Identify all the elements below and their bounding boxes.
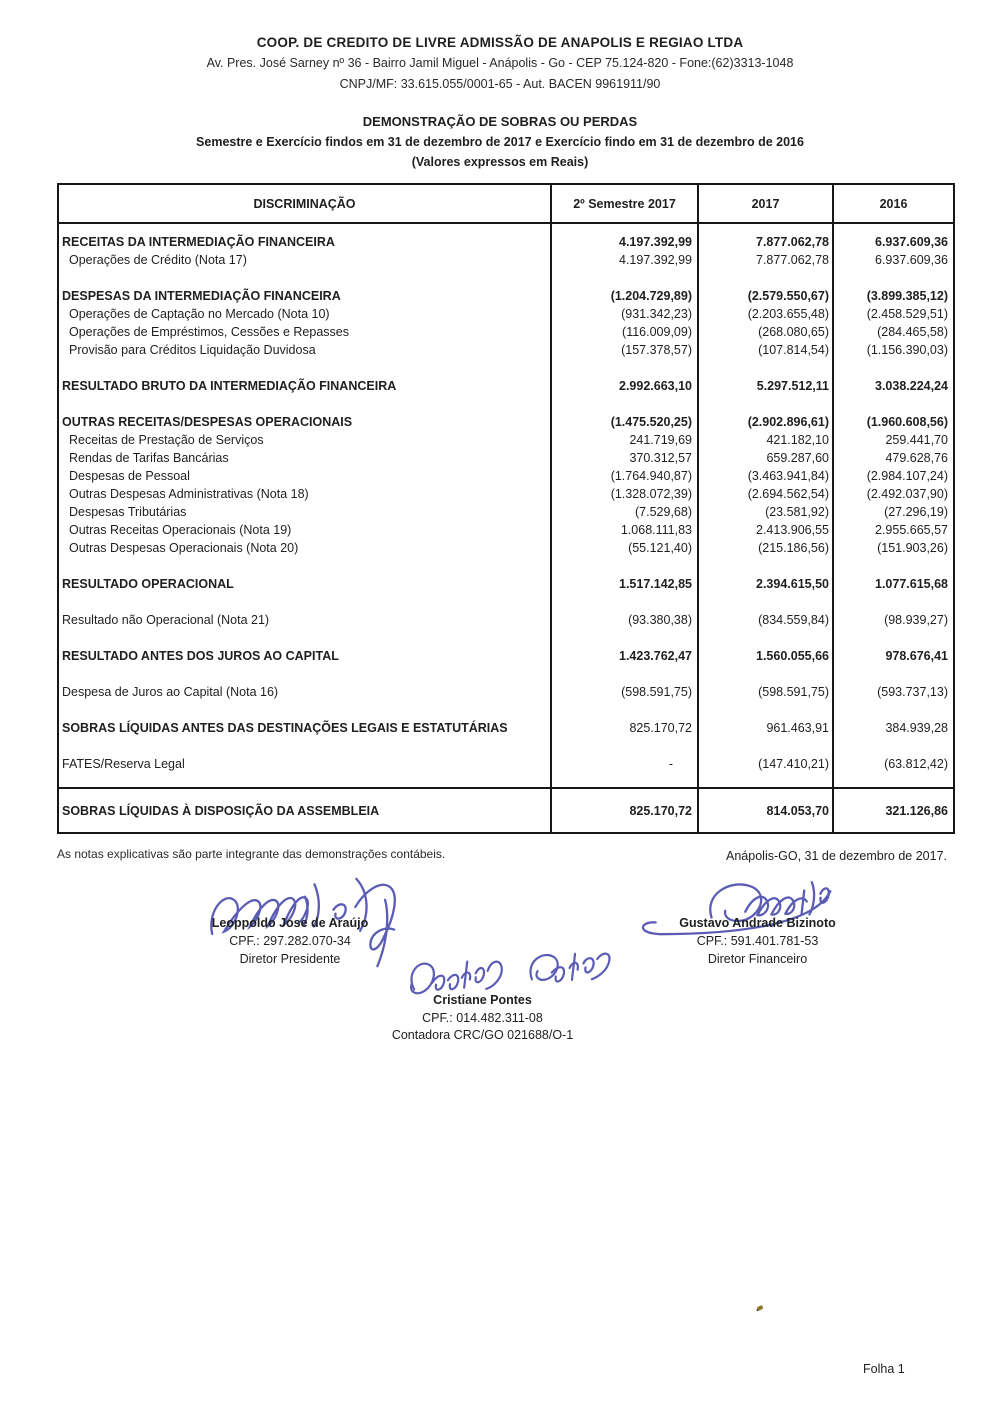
row-value: 5.297.512,11 (756, 379, 829, 393)
row-value: - (668, 757, 673, 771)
table-row (59, 233, 953, 251)
row-value: (23.581,92) (765, 505, 829, 519)
signer-role: Diretor Financeiro (707, 952, 808, 966)
row-value: 370.312,57 (629, 451, 692, 465)
row-value: (598.591,75) (758, 685, 829, 699)
row-value: (2.203.655,48) (747, 307, 829, 321)
company-name: COOP. DE CREDITO DE LIVRE ADMISSÃO DE ANAPOLIS E REGIAO LTDA (256, 35, 744, 50)
signer-name: Gustavo Andrade Bizinoto (679, 916, 836, 930)
row-value: 6.937.609,36 (875, 235, 948, 249)
row-value: (598.591,75) (621, 685, 692, 699)
row-value: 321.126,86 (885, 803, 948, 818)
row-value: (268.080,65) (758, 325, 829, 339)
row-value: (98.939,27) (884, 613, 948, 627)
row-value: 421.182,10 (766, 433, 829, 447)
statement-title-block (0, 112, 1000, 172)
signature-block-financial-director (640, 914, 875, 968)
place-and-date: Anápolis-GO, 31 de dezembro de 2017. (726, 849, 947, 863)
table-row (59, 467, 953, 485)
row-label: Outras Receitas Operacionais (Nota 19) (69, 523, 292, 537)
row-value: 1.517.142,85 (619, 577, 692, 591)
row-label: RESULTADO BRUTO DA INTERMEDIAÇÃO FINANCEIRA (62, 379, 397, 393)
row-value: (1.328.072,39) (610, 487, 692, 501)
table-row (59, 683, 953, 701)
table-row (59, 251, 953, 269)
row-value: (1.475.520,25) (610, 415, 692, 429)
page-number: Folha 1 (863, 1362, 905, 1376)
signer-name: Cristiane Pontes (433, 993, 532, 1007)
row-value: 7.877.062,78 (756, 253, 829, 267)
column-header-2017: 2017 (699, 185, 834, 222)
row-label: Operações de Captação no Mercado (Nota 10) (69, 307, 330, 321)
table-header-row (59, 185, 953, 224)
row-value: 259.441,70 (885, 433, 948, 447)
row-label: RESULTADO OPERACIONAL (62, 577, 234, 591)
row-value: (157.378,57) (621, 343, 692, 357)
row-label: SOBRAS LÍQUIDAS ANTES DAS DESTINAÇÕES LEGAIS E ESTATUTÁRIAS (62, 721, 508, 735)
table-row (59, 647, 953, 665)
row-label: RESULTADO ANTES DOS JUROS AO CAPITAL (62, 649, 339, 663)
row-label: Operações de Empréstimos, Cessões e Repasses (69, 325, 349, 339)
row-value: 4.197.392,99 (619, 235, 692, 249)
table-row (59, 449, 953, 467)
statement-title: DEMONSTRAÇÃO DE SOBRAS OU PERDAS (362, 114, 638, 129)
signer-role: Contadora CRC/GO 021688/O-1 (391, 1028, 574, 1042)
row-label: Resultado não Operacional (Nota 21) (62, 613, 270, 627)
column-header-discriminacao: DISCRIMINAÇÃO (59, 185, 552, 222)
table-row (59, 575, 953, 593)
row-value: (284.465,58) (877, 325, 948, 339)
row-value: 978.676,41 (885, 649, 948, 663)
statement-period: Semestre e Exercício findos em 31 de dezembro de 2017 e Exercício findo em 31 de dezembro de 2016 (196, 135, 804, 149)
row-label: Provisão para Créditos Liquidação Duvidosa (69, 343, 316, 357)
signer-name: Leoppoldo Jose de Araújo (211, 916, 369, 930)
table-body (59, 224, 953, 832)
signature-block-accountant (365, 992, 600, 1045)
row-value: (1.960.608,56) (866, 415, 948, 429)
row-value: 4.197.392,99 (619, 253, 692, 267)
row-value: 961.463,91 (766, 721, 829, 735)
table-row (59, 323, 953, 341)
row-label: Outras Despesas Operacionais (Nota 20) (69, 541, 299, 555)
row-label: Outras Despesas Administrativas (Nota 18) (69, 487, 309, 501)
letterhead (0, 32, 1000, 95)
table-row (59, 287, 953, 305)
company-registration: CNPJ/MF: 33.615.055/0001-65 - Aut. BACEN 9961911/90 (339, 77, 661, 91)
row-label: DESPESAS DA INTERMEDIAÇÃO FINANCEIRA (62, 289, 341, 303)
row-value: 825.170,72 (629, 721, 692, 735)
table-row (59, 755, 953, 773)
row-value: 2.394.615,50 (756, 577, 829, 591)
row-label: Despesa de Juros ao Capital (Nota 16) (62, 685, 279, 699)
row-value: 1.077.615,68 (875, 577, 948, 591)
row-value: (93.380,38) (628, 613, 692, 627)
row-label: SOBRAS LÍQUIDAS À DISPOSIÇÃO DA ASSEMBLEIA (62, 803, 380, 818)
column-header-2016: 2016 (879, 196, 908, 211)
row-value: (2.458.529,51) (866, 307, 948, 321)
row-value: (151.903,26) (877, 541, 948, 555)
row-value: 1.423.762,47 (619, 649, 692, 663)
row-label: OUTRAS RECEITAS/DESPESAS OPERACIONAIS (62, 415, 353, 429)
table-row (59, 521, 953, 539)
scan-artifact-speck (756, 1305, 763, 1311)
table-row (59, 719, 953, 737)
explanatory-note: As notas explicativas são parte integrante das demonstrações contábeis. (57, 847, 446, 861)
row-label: Receitas de Prestação de Serviços (69, 433, 264, 447)
table-row (59, 431, 953, 449)
row-value: (2.984.107,24) (866, 469, 948, 483)
row-value: (2.694.562,54) (747, 487, 829, 501)
row-value: (27.296,19) (884, 505, 948, 519)
row-value: (1.764.940,87) (610, 469, 692, 483)
row-value: (3.899.385,12) (866, 289, 948, 303)
row-value: (834.559,84) (758, 613, 829, 627)
row-value: 384.939,28 (885, 721, 948, 735)
row-value: (931.342,23) (621, 307, 692, 321)
signer-cpf: CPF.: 591.401.781-53 (696, 934, 819, 948)
row-value: (147.410,21) (758, 757, 829, 771)
row-value: (107.814,54) (758, 343, 829, 357)
row-value: 814.053,70 (766, 803, 829, 818)
table-row (59, 413, 953, 431)
table-row (59, 611, 953, 629)
row-value: 2.992.663,10 (619, 379, 692, 393)
row-value: 241.719,69 (629, 433, 692, 447)
row-label: Despesas Tributárias (69, 505, 187, 519)
table-total-row (59, 787, 953, 832)
row-value: (1.204.729,89) (610, 289, 692, 303)
row-value: 1.560.055,66 (756, 649, 829, 663)
company-address: Av. Pres. José Sarney nº 36 - Bairro Jamil Miguel - Anápolis - Go - CEP 75.124-820 - Fone:(62)3313-1048 (206, 56, 794, 70)
row-value: 479.628,76 (885, 451, 948, 465)
row-value: (1.156.390,03) (866, 343, 948, 357)
row-value: (55.121,40) (628, 541, 692, 555)
row-value: 2.955.665,57 (875, 523, 948, 537)
signer-cpf: CPF.: 014.482.311-08 (422, 1010, 543, 1025)
row-value: 825.170,72 (629, 803, 692, 818)
statement-currency-note: (Valores expressos em Reais) (411, 155, 589, 169)
table-row (59, 305, 953, 323)
table-row (59, 503, 953, 521)
row-label: RECEITAS DA INTERMEDIAÇÃO FINANCEIRA (62, 235, 335, 249)
row-value: 659.287,60 (766, 451, 829, 465)
table-row (59, 377, 953, 395)
row-label: Rendas de Tarifas Bancárias (69, 451, 229, 465)
column-header-semestre-2017: 2º Semestre 2017 (552, 185, 699, 222)
row-value: (116.009,09) (622, 325, 692, 339)
row-value: 2.413.906,55 (756, 523, 829, 537)
row-value: (593.737,13) (877, 685, 948, 699)
row-value: (215.186,56) (758, 541, 829, 555)
table-row (59, 485, 953, 503)
table-row (59, 341, 953, 359)
row-value: 1.068.111,83 (620, 523, 692, 537)
row-value: 3.038.224,24 (875, 379, 948, 393)
row-label: FATES/Reserva Legal (62, 757, 185, 771)
row-label: Despesas de Pessoal (69, 469, 190, 483)
row-value: (2.902.896,61) (747, 415, 829, 429)
row-value: (3.463.941,84) (747, 469, 829, 483)
row-value: (63.812,42) (884, 757, 948, 771)
table-row (59, 539, 953, 557)
row-value: (2.492.037,90) (866, 487, 948, 501)
row-value: 6.937.609,36 (875, 253, 948, 267)
row-value: 7.877.062,78 (756, 235, 829, 249)
signature-block-president (175, 914, 405, 968)
statement-table (57, 183, 955, 834)
signer-cpf: CPF.: 297.282.070-34 (229, 934, 351, 948)
signer-role: Diretor Presidente (239, 952, 341, 966)
row-label: Operações de Crédito (Nota 17) (69, 253, 247, 267)
row-value: (2.579.550,67) (747, 289, 829, 303)
row-value: (7.529,68) (635, 505, 692, 519)
